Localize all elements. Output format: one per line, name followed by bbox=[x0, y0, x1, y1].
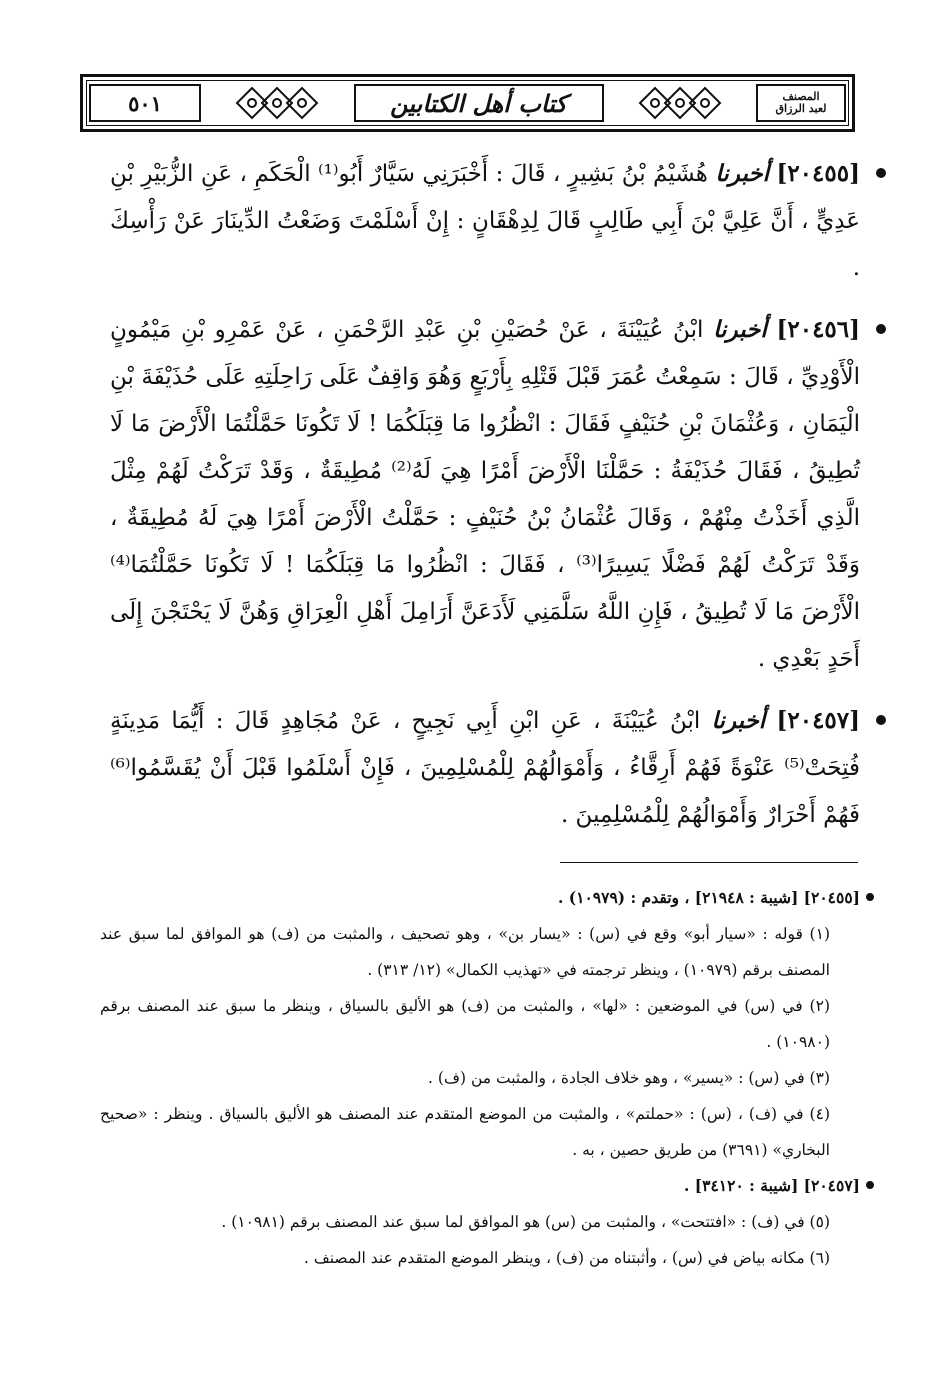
main-text bbox=[110, 150, 870, 853]
footnote-text: (٤) في (ف) ، (س) : «حملتم» ، والمثبت من الموضع المتقدم عند المصنف هو الأليق بالسياق . وينظر : «صحيح البخاري» (٣٦٩١) من طريق حصين ، به . bbox=[100, 1105, 830, 1159]
footnote-source-20455 bbox=[100, 880, 860, 916]
hadith-entry-20457 bbox=[110, 697, 870, 839]
footnote-3 bbox=[100, 1060, 860, 1096]
book-title bbox=[354, 84, 604, 122]
hadith-text: هُشَيْمُ بْنُ بَشِيرٍ ، قَالَ : أَخْبَرَنِي سَيَّارٌ أَبُو⁽¹⁾ الْحَكَمِ ، عَنِ الزُّبَيْرِ بْنِ عَدِيٍّ ، أَنَّ عَلِيَّ بْنَ أَبِي طَالِبٍ قَالَ لِدِهْقَانٍ : إِنْ أَسْلَمْتَ وَضَعْتُ الدِّينَارَ عَنْ رَأْسِكَ . bbox=[110, 161, 860, 281]
footnote-text: (٣) في (س) : «يسير» ، وهو خلاف الجادة ، والمثبت من (ف) . bbox=[428, 1069, 830, 1087]
hadith-number: [٢٠٤٥٦] bbox=[776, 316, 861, 343]
footnote-text: (١) قوله : «سيار أبو» وقع في (س) : «يسار بن» ، وهو تصحيف ، والمثبت من (ف) هو الموافق لما سبق عند المصنف برقم (١٠٩٧٩) ، وينظر ترجمته في «تهذيب الكمال» (١٢/ ٣١٣) . bbox=[100, 925, 830, 979]
footnote-5 bbox=[100, 1204, 860, 1240]
footnote-source-20457 bbox=[100, 1168, 860, 1204]
akhbarana-label: أخبرنا bbox=[711, 707, 766, 734]
page-number-text: ٥٠١ bbox=[128, 90, 162, 116]
bullet-icon bbox=[876, 168, 886, 178]
footnote-text: (٦) مكانه بياض في (س) ، وأثبتناه من (ف) ، وينظر الموضع المتقدم عند المصنف . bbox=[303, 1249, 830, 1267]
page-number bbox=[89, 84, 201, 122]
akhbarana-label: أخبرنا bbox=[715, 160, 770, 187]
footnote-text: [٢٠٤٥٥] [شيبة : ٢١٩٤٨] ، وتقدم : (١٠٩٧٩) . bbox=[558, 888, 860, 907]
footnote-4 bbox=[100, 1096, 860, 1168]
footnote-text: [٢٠٤٥٧] [شيبة : ٣٤١٢٠] . bbox=[684, 1176, 860, 1195]
footnote-text: (٢) في (س) في الموضعين : «لها» ، والمثبت من (ف) هو الأليق بالسياق ، وينظر ما سبق عند المصنف برقم (١٠٩٨٠) . bbox=[100, 997, 830, 1051]
book-title-text: كتاب أهل الكتابين bbox=[390, 88, 567, 118]
hadith-text: ابْنُ عُيَيْنَةَ ، عَنْ حُصَيْنِ بْنِ عَبْدِ الرَّحْمَنِ ، عَنْ عَمْرِو بْنِ مَيْمُونٍ الْأَوْدِيِّ ، قَالَ : سَمِعْتُ عُمَرَ قَبْلَ قَتْلِهِ بِأَرْبَعٍ وَهُوَ وَاقِفٌ عَلَى رَاحِلَتِهِ عَلَى حُذَيْفَةَ بْنِ الْيَمَانِ ، وَعُثْمَانَ بْنِ حُنَيْفٍ فَقَالَ : انْظُرُوا مَا قِبَلَكُمَا ! لَا تَكُونَا حَمَّلْتُمَا الْأَرْضَ مَا لَا تُطِيقُ ، فَقَالَ حُذَيْفَةُ : حَمَّلْنَا الْأَرْضَ أَمْرًا هِيَ لَهُ⁽²⁾ مُطِيقَةٌ ، وَقَدْ تَرَكْتُ لَهُمْ مِثْلَ الَّذِي أَخَذْتُ مِنْهُمْ ، وَقَالَ عُثْمَانُ بْنُ حُنَيْفٍ : حَمَّلْتُ الْأَرْضَ أَمْرًا هِيَ لَهُ مُطِيقَةٌ ، وَقَدْ تَرَكْتُ لَهُمْ فَضْلًا يَسِيرًا⁽³⁾ ، فَقَالَ : انْظُرُوا مَا قِبَلَكُمَا ! لَا تَكُونَا حَمَّلْتُمَا⁽⁴⁾ الْأَرْضَ مَا لَا تُطِيقُ ، فَإِنِ اللَّهُ سَلَّمَنِي لَأَدَعَنَّ أَرَامِلَ أَهْلِ الْعِرَاقِ وَهُنَّ لَا يَحْتَجْنَ إِلَى أَحَدٍ بَعْدِي . bbox=[110, 317, 860, 672]
author-logo bbox=[756, 84, 846, 122]
hadith-entry-20456 bbox=[110, 306, 870, 683]
bullet-icon bbox=[876, 324, 886, 334]
ornament-icon bbox=[635, 83, 725, 123]
author-logo-text: المصنف لعبد الرزاق bbox=[775, 90, 827, 115]
footnote-divider bbox=[560, 862, 858, 863]
ornament-icon bbox=[232, 83, 322, 123]
footnote-text: (٥) في (ف) : «افتتحت» ، والمثبت من (س) هو الموافق لما سبق عند المصنف برقم (١٠٩٨١) . bbox=[221, 1213, 830, 1231]
hadith-number: [٢٠٤٥٥] bbox=[776, 160, 860, 187]
footnote-6 bbox=[100, 1240, 860, 1276]
bullet-icon bbox=[866, 893, 874, 901]
header-ornament-left bbox=[232, 83, 322, 123]
footnotes bbox=[100, 880, 860, 1276]
hadith-text: ابْنُ عُيَيْنَةَ ، عَنِ ابْنِ أَبِي نَجِيحٍ ، عَنْ مُجَاهِدٍ قَالَ : أَيُّمَا مَدِينَةٍ فُتِحَتْ⁽⁵⁾ عَنْوَةً فَهُمْ أَرِقَّاءُ ، وَأَمْوَالُهُمْ لِلْمُسْلِمِينَ ، فَإِنْ أَسْلَمُوا قَبْلَ أَنْ يُقَسَّمُوا⁽⁶⁾ فَهُمْ أَحْرَارٌ وَأَمْوَالُهُمْ لِلْمُسْلِمِينَ . bbox=[110, 708, 860, 828]
hadith-number: [٢٠٤٥٧] bbox=[776, 707, 861, 734]
hadith-entry-20455 bbox=[110, 150, 870, 292]
header-ornament-right bbox=[635, 83, 725, 123]
footnote-1 bbox=[100, 916, 860, 988]
page-header bbox=[80, 74, 855, 132]
footnote-2 bbox=[100, 988, 860, 1060]
bullet-icon bbox=[866, 1181, 874, 1189]
bullet-icon bbox=[876, 715, 886, 725]
akhbarana-label: أخبرنا bbox=[713, 316, 767, 343]
